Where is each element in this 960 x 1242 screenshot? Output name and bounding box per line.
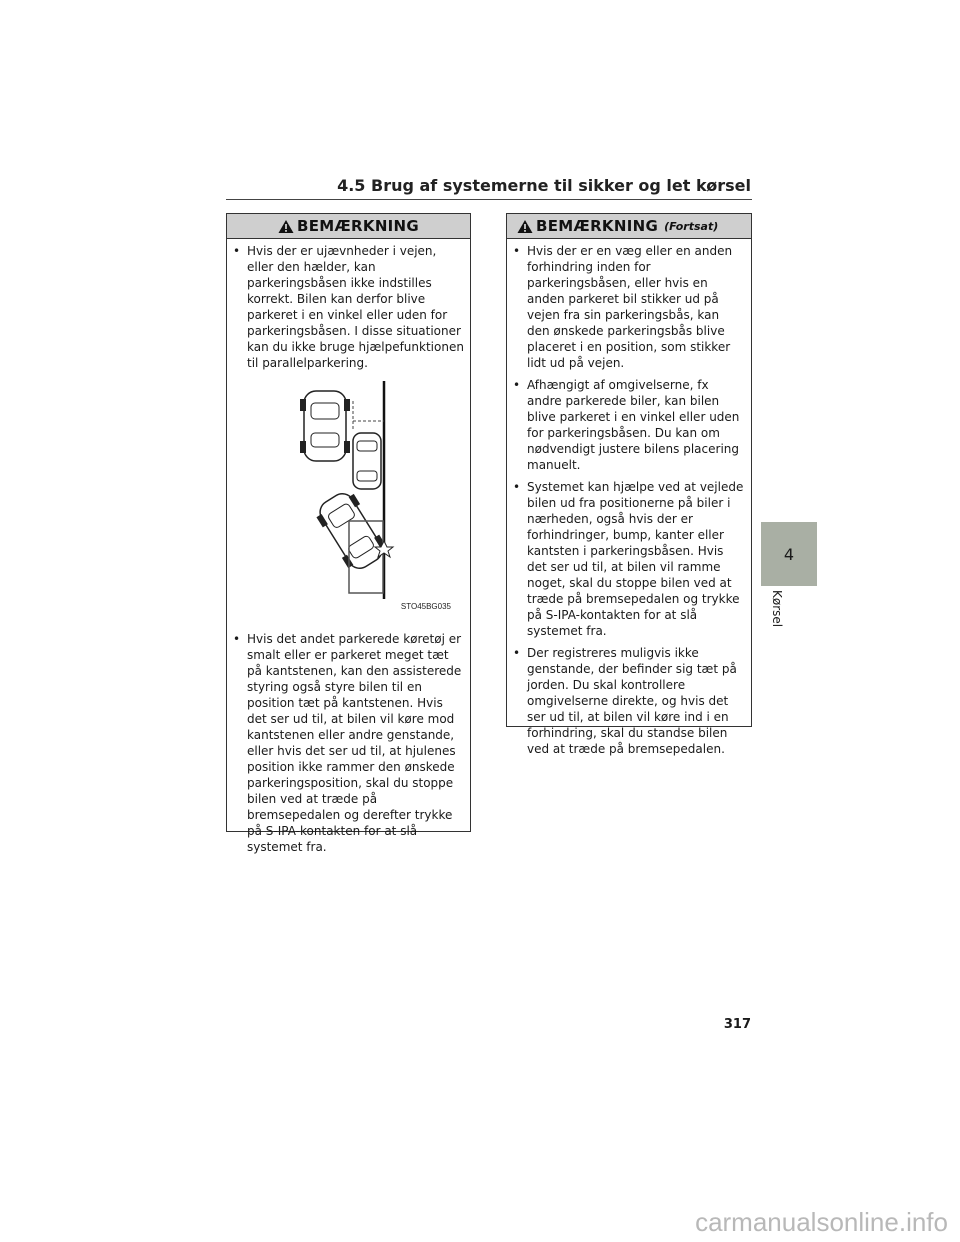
warning-icon <box>517 219 533 234</box>
watermark: carmanualsonline.info <box>695 1207 948 1237</box>
chapter-number: 4 <box>783 544 795 564</box>
figure-code: STO45BG035 <box>400 602 451 611</box>
notice-item: • Der registreres muligvis ikke genstande, der befinder sig tæt på jorden. Du skal kontrollere omgivelserne direkte, og hvis det ser ud til, at bilen vil køre ind i en forhindring, skal du standse bilen ved at træde på bremsepedalen. <box>511 645 745 757</box>
notice-header <box>227 214 470 239</box>
warning-icon <box>278 219 294 234</box>
notice-box-left <box>226 213 471 854</box>
parking-illustration <box>271 381 451 611</box>
notice-continued-label: (Fortsat) <box>664 219 719 233</box>
parked-car-rear <box>353 433 381 489</box>
notice-item: • Hvis der er en væg eller en anden forhindring inden for parkeringsbåsen, eller hvis en anden parkeret bil stikker ud på vejen fra sin parkeringsbås, kan den ønskede parkeringsbås blive placeret i en position, som stikker lidt ud på vejen. <box>511 243 745 371</box>
chapter-tab <box>761 522 817 586</box>
notice-title: BEMÆRKNING <box>536 217 659 235</box>
moving-car <box>312 487 390 575</box>
page-number: 317 <box>723 1017 751 1032</box>
notice-item: • Hvis der er ujævnheder i vejen, eller den hælder, kan parkeringsbåsen ikke indstilles korrekt. Bilen kan derfor blive parkeret i en vinkel eller uden for parkeringsbåsen. I disse situationer kan du ikke bruge hjælpefunktionen til parallelparkering. <box>231 243 464 371</box>
parked-car-front <box>300 391 350 461</box>
notice-title: BEMÆRKNING <box>296 217 420 235</box>
parking-diagram <box>271 381 451 611</box>
chapter-label: Kørsel <box>770 590 784 628</box>
section-header: 4.5 Brug af systemerne til sikker og let kørsel <box>337 176 751 195</box>
notice-item: • Hvis det andet parkerede køretøj er smalt eller er parkeret meget tæt på kantstenen, kan den assisterede styring også styre bilen til en position tæt på kantstenen. Hvis det ser ud til, at bilen vil køre mod kantstenen eller andre genstande, eller hvis det ser ud til, at hjulenes position ikke rammer den ønskede parkeringsposition, skal du stoppe bilen ved at træde på bremsepedalen og derefter trykke på S-IPA-kontakten for at slå systemet fra. <box>231 631 464 855</box>
notice-item: • Systemet kan hjælpe ved at vejlede bilen ud fra positionerne på biler i nærheden, også hvis der er forhindringer, bump, kanter eller kantsten i parkeringsbåsen. Hvis det ser ud til, at bilen vil ramme noget, skal du stoppe bilen ved at træde på bremsepedalen og trykke på S-IPA-kontakten for at slå systemet fra. <box>511 479 745 639</box>
notice-item: • Afhængigt af omgivelserne, fx andre parkerede biler, kan bilen blive parkeret i en vinkel eller uden for parkeringsbåsen. Du kan om nødvendigt justere bilens placering manuelt. <box>511 377 745 473</box>
notice-header <box>507 214 751 239</box>
notice-box-right <box>506 213 752 756</box>
header-divider <box>226 199 752 200</box>
